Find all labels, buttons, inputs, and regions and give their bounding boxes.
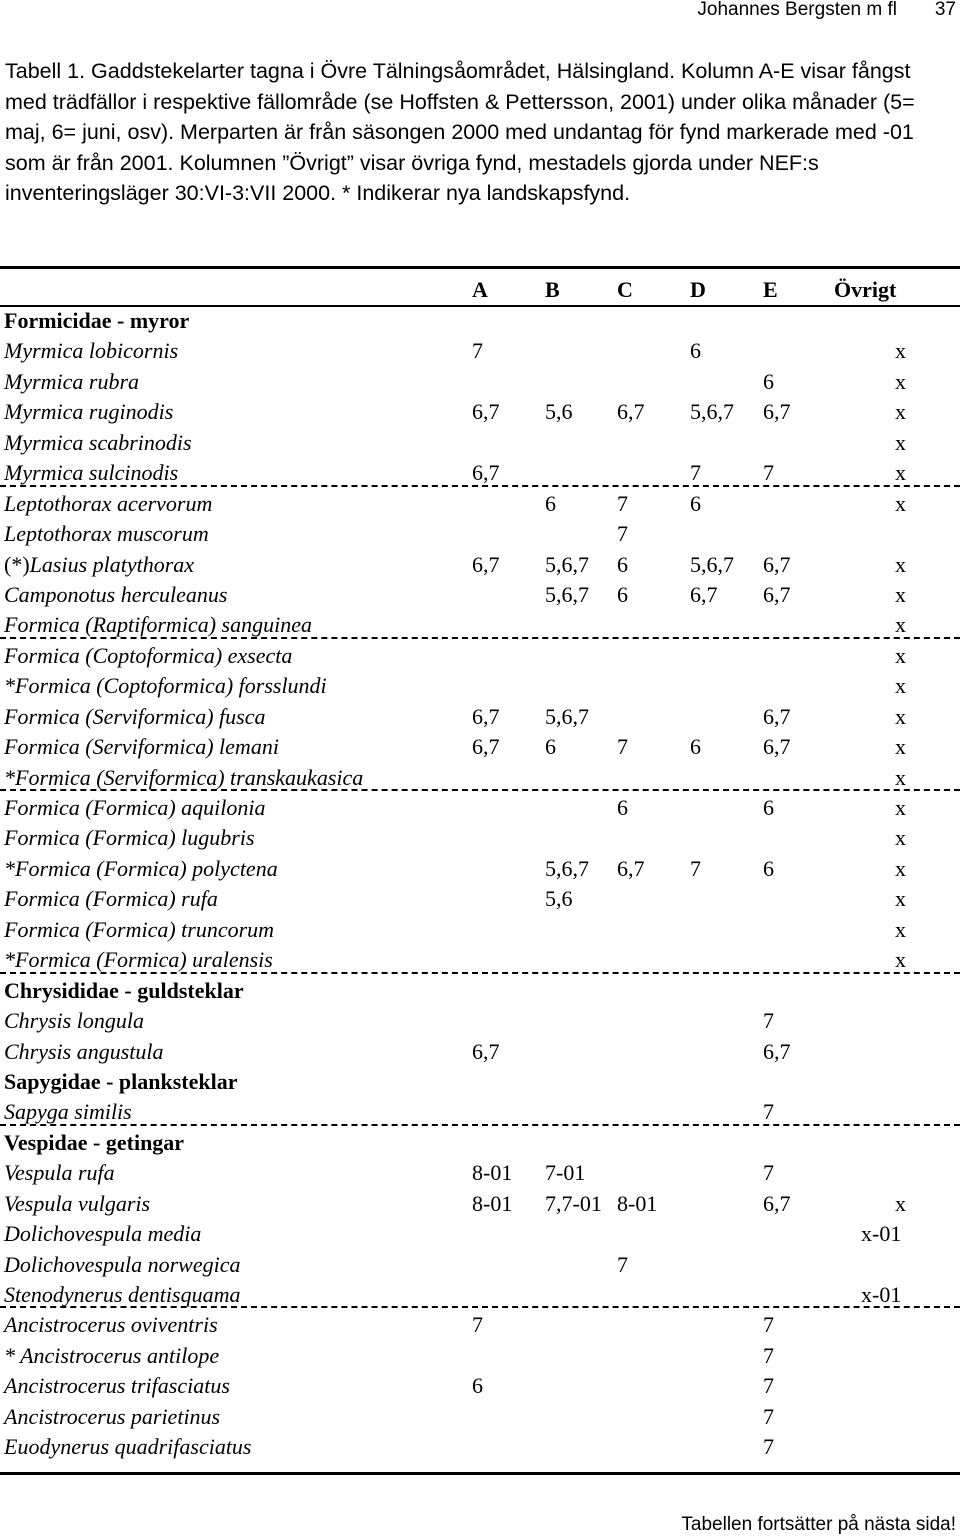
table-row [0,671,960,701]
cell-ovrigt: x-01 [861,1282,902,1307]
family-row [0,976,960,1006]
cell-ovrigt: x [895,795,906,820]
cell-e: 6,7 [763,703,791,729]
continuation-note: Tabellen fortsätter på nästa sida! [681,1514,956,1535]
family-name: Sapygidae - planksteklar [4,1068,238,1094]
table-row [0,1097,960,1127]
species-name: Chrysis angustula [4,1038,164,1064]
table-row [0,1371,960,1401]
table-row [0,610,960,640]
column-header-a: A [472,277,488,302]
cell-e: 6 [763,855,774,881]
cell-ovrigt: x [895,460,906,486]
species-name: Myrmica sulcinodis [4,460,179,486]
cell-e: 7 [763,1160,774,1186]
species-name: Formica (Raptiformica) sanguinea [4,612,312,638]
species-name: Formica (Formica) lugubris [4,825,255,851]
table-row [0,884,960,914]
table-row [0,1219,960,1249]
cell-e: 7 [763,460,774,486]
species-name: Ancistrocerus trifasciatus [4,1373,230,1399]
family-name: Formicidae - myror [4,308,190,333]
cell-d: 6 [690,490,701,516]
species-name: Vespula rufa [4,1160,115,1186]
running-header [0,0,960,22]
cell-ovrigt: x [895,703,906,729]
cell-e: 7 [763,1342,774,1368]
table-row [0,763,960,793]
cell-ovrigt: x [895,338,906,364]
cell-a: 8-01 [472,1190,513,1216]
cell-ovrigt: x [895,399,906,425]
cell-c: 7 [617,1251,628,1277]
cell-b: 6 [545,490,556,516]
cell-c: 7 [617,521,628,547]
cell-e: 6,7 [763,734,791,760]
cell-e: 7 [763,1312,774,1338]
cell-ovrigt: x [895,673,906,699]
cell-ovrigt: x [895,490,906,516]
cell-e: 6,7 [763,1190,791,1216]
cell-ovrigt: x-01 [861,1221,902,1247]
table-row [0,1006,960,1036]
cell-a: 6,7 [472,551,500,577]
species-name: Euodynerus quadrifasciatus [4,1434,252,1460]
table-header-row [0,275,960,306]
species-name: Camponotus herculeanus [4,581,228,607]
cell-ovrigt: x [895,1190,906,1216]
species-name: Formica (Coptoformica) exsecta [4,642,293,668]
table-body [0,306,960,1463]
species-name: Dolichovespula norwegica [4,1251,241,1277]
table-caption: Tabell 1. Gaddstekelarter tagna i Övre Tälningsåområdet, Hälsingland. Kolumn A-E visar fångst med trädfällor i respektive fällområde (se Hoffsten & Pettersson, 2001) under olika månader (5= maj, 6= juni, osv). Merparten är från säsongen 2000 med undantag för fynd markerade med -01 som är från 2001. Kolumnen ”Övrigt” visar övriga fynd, mestadels gjorda under NEF:s inventeringsläger 30:VI-3:VII 2000. * Indikerar nya landskapsfynd. [5,59,915,205]
cell-c: 6 [617,795,628,820]
cell-b: 6 [545,734,556,760]
table-row [0,336,960,366]
new-record-marker: (*) [4,551,30,577]
species-name-text: Lasius platythorax [29,551,195,577]
table-row [0,580,960,610]
column-header-c: C [617,277,633,302]
cell-b: 5,6,7 [545,703,589,729]
table-row [0,397,960,427]
page-number: 37 [934,0,956,20]
species-name: Formica (Formica) aquilonia [4,795,266,820]
table-bottom-rule [0,1472,960,1475]
cell-e: 6,7 [763,1038,791,1064]
species-name: * Ancistrocerus antilope [4,1342,220,1368]
table-row [0,367,960,397]
cell-ovrigt: x [895,886,906,912]
table-row [0,702,960,732]
family-name: Chrysididae - guldsteklar [4,977,244,1003]
cell-b: 5,6,7 [545,581,589,607]
species-name: Vespula vulgaris [4,1190,151,1216]
cell-ovrigt: x [895,551,906,577]
table-row [0,1402,960,1432]
cell-b: 7,7-01 [545,1190,602,1216]
cell-d: 5,6,7 [690,399,734,425]
cell-d: 6 [690,338,701,364]
species-name: Sapyga similis [4,1099,132,1125]
cell-ovrigt: x [895,429,906,455]
cell-a: 7 [472,338,483,364]
cell-d: 6 [690,734,701,760]
table-row [0,823,960,853]
cell-d: 6,7 [690,581,718,607]
table-row [0,793,960,823]
cell-ovrigt: x [895,855,906,881]
cell-d: 5,6,7 [690,551,734,577]
cell-ovrigt: x [895,825,906,851]
cell-e: 7 [763,1099,774,1125]
cell-a: 6 [472,1373,483,1399]
cell-e: 7 [763,1403,774,1429]
cell-c: 6,7 [617,399,645,425]
cell-b: 5,6,7 [545,551,589,577]
cell-e: 7 [763,1008,774,1034]
table-row [0,550,960,580]
species-name: Ancistrocerus oviventris [4,1312,218,1338]
cell-c: 6 [617,581,628,607]
cell-ovrigt: x [895,642,906,668]
species-name: *Formica (Formica) polyctena [4,855,278,881]
species-name: Myrmica scabrinodis [4,429,192,455]
cell-a: 6,7 [472,460,500,486]
table-row [0,641,960,671]
table-top-rule [0,266,960,269]
species-name: Formica (Serviformica) fusca [4,703,266,729]
cell-ovrigt: x [895,368,906,394]
cell-d: 7 [690,460,701,486]
table-row [0,854,960,884]
cell-c: 7 [617,734,628,760]
family-row [0,1128,960,1158]
cell-ovrigt: x [895,612,906,638]
species-name: *Formica (Serviformica) transkaukasica [4,764,364,790]
species-name: Stenodynerus dentisquama [4,1282,241,1307]
cell-e: 7 [763,1373,774,1399]
table-row [0,945,960,975]
table-row [0,1189,960,1219]
cell-e: 6,7 [763,551,791,577]
species-name: Ancistrocerus parietinus [4,1403,221,1429]
cell-ovrigt: x [895,947,906,973]
table-row [0,1310,960,1340]
species-name: Formica (Formica) truncorum [4,916,275,942]
table-row [0,732,960,762]
cell-ovrigt: x [895,916,906,942]
cell-a: 6,7 [472,703,500,729]
cell-e: 6 [763,795,774,820]
cell-ovrigt: x [895,581,906,607]
cell-a: 8-01 [472,1160,513,1186]
cell-ovrigt: x [895,764,906,790]
table-row [0,428,960,458]
table-row [0,489,960,519]
cell-c: 8-01 [617,1190,658,1216]
table-row [0,915,960,945]
cell-a: 6,7 [472,1038,500,1064]
column-header-e: E [763,277,778,302]
cell-b: 5,6,7 [545,855,589,881]
species-name: Leptothorax acervorum [4,490,213,516]
table-row [0,1250,960,1280]
species-name: Myrmica lobicornis [4,338,179,364]
cell-c: 7 [617,490,628,516]
cell-ovrigt: x [895,734,906,760]
species-name: Myrmica rubra [4,368,140,394]
species-name [4,550,194,580]
table-row [0,458,960,488]
species-name: *Formica (Coptoformica) forsslundi [4,673,327,699]
table-row [0,519,960,549]
species-name: Formica (Serviformica) lemani [4,734,279,760]
cell-e: 6 [763,368,774,394]
table-row [0,1037,960,1067]
header-author: Johannes Bergsten m fl [697,0,897,20]
species-name: Leptothorax muscorum [4,521,209,547]
cell-a: 6,7 [472,399,500,425]
species-name: Formica (Formica) rufa [4,886,218,912]
family-row [0,1067,960,1097]
family-name: Vespidae - getingar [4,1129,185,1155]
species-table [0,275,960,1463]
family-row [0,306,960,336]
cell-b: 5,6 [545,399,573,425]
cell-b: 5,6 [545,886,573,912]
cell-e: 6,7 [763,581,791,607]
cell-e: 7 [763,1434,774,1460]
species-name: Dolichovespula media [4,1221,202,1247]
cell-a: 7 [472,1312,483,1338]
species-name: Myrmica ruginodis [4,399,174,425]
table-row [0,1432,960,1462]
cell-a: 6,7 [472,734,500,760]
column-header-ovrigt: Övrigt [834,277,897,302]
table-row [0,1158,960,1188]
table-row [0,1280,960,1310]
species-name: *Formica (Formica) uralensis [4,947,273,973]
table-row [0,1341,960,1371]
column-header-b: B [545,277,560,302]
cell-e: 6,7 [763,399,791,425]
cell-c: 6,7 [617,855,645,881]
cell-c: 6 [617,551,628,577]
species-name: Chrysis longula [4,1008,144,1034]
column-header-d: D [690,277,706,302]
cell-b: 7-01 [545,1160,586,1186]
cell-d: 7 [690,855,701,881]
